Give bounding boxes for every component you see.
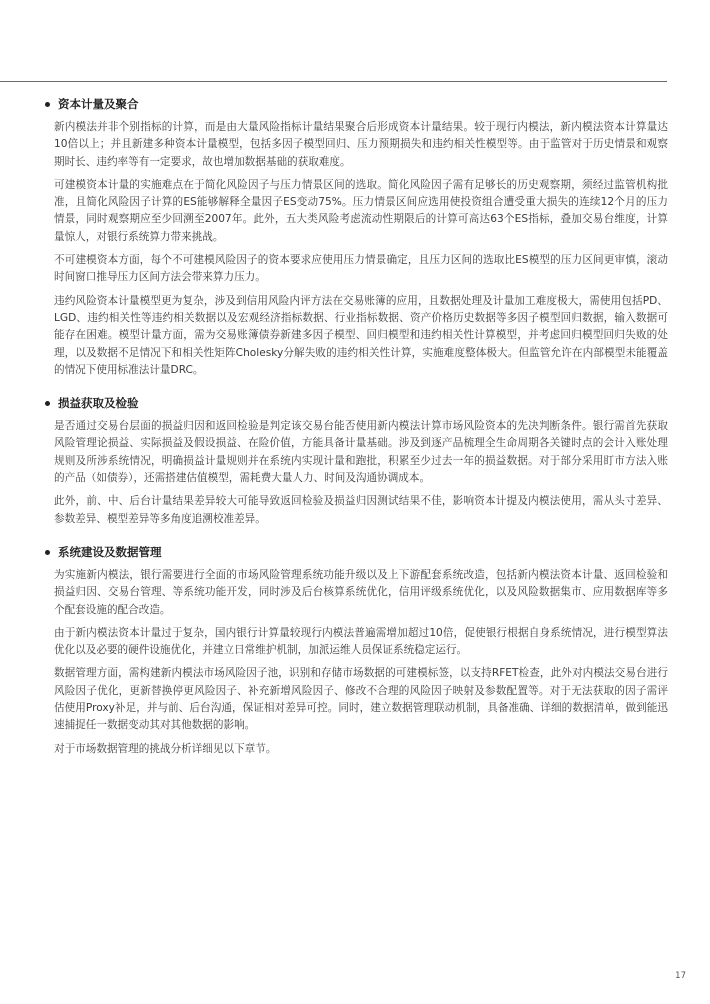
page-number: 17 <box>675 971 686 981</box>
paragraph: 违约风险资本计量模型更为复杂，涉及到信用风险内评方法在交易账簿的应用，且数据处理及计量加工难度极大，需使用包括PD、LGD、违约相关性等违约相关数据以及宏观经济指标数据、行业指标数据、资产价格历史数据等多因子模型回归数据，输入数据可能存在困难。模型计量方面，需为交易账簿债券新建多因子模型、回归模型和违约相关性计算模型，并考虑回归模型回归失败的处理，以及数据不足情况下和相关性矩阵Cholesky分解失败的违约相关性计算，实施难度整体极大。但监管允许在内部模型未能覆盖的情况下使用标准法计量DRC。 <box>54 294 668 376</box>
section-heading-text: 资本计量及聚合 <box>58 97 139 111</box>
bullet-icon <box>45 102 50 107</box>
section-heading <box>42 96 668 113</box>
section-pnl-testing <box>42 395 668 528</box>
paragraph: 由于新内模法资本计量过于复杂，国内银行计算量较现行内模法普遍需增加超过10倍，促使银行根据自身系统情况，进行模型算法优化以及必要的硬件设施优化，并建立日常维护机制，加派运维人员保证系统稳定运行。 <box>54 626 668 657</box>
page-content <box>42 96 668 774</box>
paragraph: 不可建模资本方面，每个不可建模风险因子的资本要求应使用压力情景确定，且压力区间的选取比ES模型的压力区间更审慎，滚动时间窗口推导压力区间方法会带来算力压力。 <box>54 254 668 284</box>
section-heading <box>42 544 668 561</box>
section-heading-text: 损益获取及检验 <box>58 396 139 411</box>
paragraph: 新内模法并非个别指标的计算，而是由大量风险指标计量结果聚合后形成资本计量结果。较于现行内模法，新内模法资本计算量达10倍以上；并且新建多种资本计量模型，包括多因子模型回归、压力预期损失和违约相关性模型等。由于监管对于历史情景和观察期时长、违约率等有一定要求，故也增加数据基础的获取难度。 <box>54 121 668 168</box>
paragraph: 对于市场数据管理的挑战分析详细见以下章节。 <box>54 742 277 755</box>
paragraph: 此外，前、中、后台计量结果差异较大可能导致返回检验及损益归因测试结果不佳，影响资本计提及内模法使用，需从头寸差异、参数差异、模型差异等多角度追溯校准差异。 <box>54 495 668 525</box>
paragraph: 数据管理方面，需构建新内模法市场风险因子池，识别和存储市场数据的可建模标签，以支持RFET检查，此外对内模法交易台进行风险因子优化，更新替换停更风险因子、补充新增风险因子、修改不合理的风险因子映射及参数配置等。对于无法获取的因子需评估使用Proxy补足，并与前、后台沟通，保证相对差异可控。同时，建立数据管理联动机制，具备准确、详细的数据清单，做到能迅速捕捉任一数据变动其对其他数据的影响。 <box>54 667 668 732</box>
section-systems-data <box>42 544 668 758</box>
bullet-icon <box>45 401 50 406</box>
paragraph: 为实施新内模法，银行需要进行全面的市场风险管理系统功能升级以及上下游配套系统改造，包括新内模法资本计量、返回检验和损益归因、交易台管理、等系统功能开发，同时涉及后台核算系统优化，信用评级系统优化，以及风险数据集市、应用数据库等多个配套设施的配合改造。 <box>54 568 668 616</box>
bullet-icon <box>45 550 50 555</box>
section-capital-measurement <box>42 96 668 379</box>
section-heading <box>42 395 668 412</box>
top-divider <box>0 81 667 82</box>
section-heading-text: 系统建设及数据管理 <box>58 544 162 559</box>
paragraph: 可建模资本计量的实施难点在于简化风险因子与压力情景区间的选取。简化风险因子需有足够长的历史观察期，须经过监管机构批准，且简化风险因子计算的ES能够解释全量因子ES变动75%。压力情景区间应选用使投资组合遭受重大损失的连续12个月的压力情景，同时观察期应至少回溯至2007年。此外，五大类风险考虑流动性期限后的计算可高达63个ES指标，叠加交易台维度，计算量惊人，对银行系统算力带来挑战。 <box>54 178 668 243</box>
paragraph: 是否通过交易台层面的损益归因和返回检验是判定该交易台能否使用新内模法计算市场风险资本的先决判断条件。银行需首先获取风险管理论损益、实际损益及假设损益、在险价值，方能具备计量基础。涉及到逐产品梳理全生命周期各关键时点的会计入账处理规则及所涉系统情况，明确损益计量规则并在系统内实现计量和跑批，积累至少过去一年的损益数据。对于部分采用盯市方法入账的产品（如债券），还需搭建估值模型，需耗费大量人力、时间及沟通协调成本。 <box>54 420 668 485</box>
